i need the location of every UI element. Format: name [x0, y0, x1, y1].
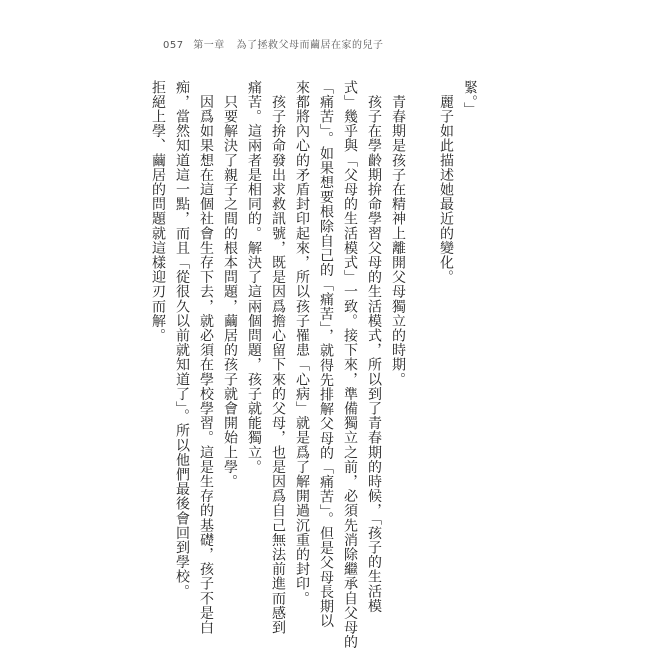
text-column: 青春期是孩子在精神上離開父母獨立的時期。	[390, 80, 406, 387]
running-header	[163, 36, 383, 51]
chapter-label: 第一章	[193, 40, 225, 51]
text-column: 痴，當然知道這一點，而且「從很久以前就知道了」。所以他們最後會回到學校。	[174, 80, 190, 599]
text-column: 拒絕上學、繭居的問題就這樣迎刃而解。	[150, 80, 166, 343]
text-column: 痛苦。這兩者是相同的。解決了這兩個問題，孩子就能獨立。	[246, 80, 262, 475]
text-column: 緊。」	[462, 80, 478, 117]
text-column: 孩子拚命發出求救訊號，既是因爲擔心留下來的父母，也是因爲自己無法前進而感到	[270, 80, 286, 635]
text-column: 麗子如此描述她最近的變化。	[438, 80, 454, 285]
page-number: 057	[163, 40, 184, 51]
text-column: 來都將內心的矛盾封印起來，所以孩子罹患「心病」就是爲了解開過沉重的封印。	[294, 80, 310, 606]
chapter-title: 為了拯救父母而繭居在家的兒子	[236, 40, 384, 51]
text-column: 式」幾乎與「父母的生活模式」一致。接下來，準備獨立之前，必須先消除繼承自父母的	[342, 80, 358, 649]
text-column: 因爲如果想在這個社會生存下去，就必須在學校學習。這是生存的基礎，孩子不是白	[198, 80, 214, 635]
text-column: 孩子在學齡期拚命學習父母的生活模式，所以到了青春期的時候，「孩子的生活模	[366, 80, 382, 614]
text-column: 「痛苦」。如果想要根除自己的「痛苦」，就得先排解父母的「痛苦」。但是父母長期以	[318, 80, 334, 629]
text-column: 只要解決了親子之間的根本問題，繭居的孩子就會開始上學。	[222, 80, 238, 489]
